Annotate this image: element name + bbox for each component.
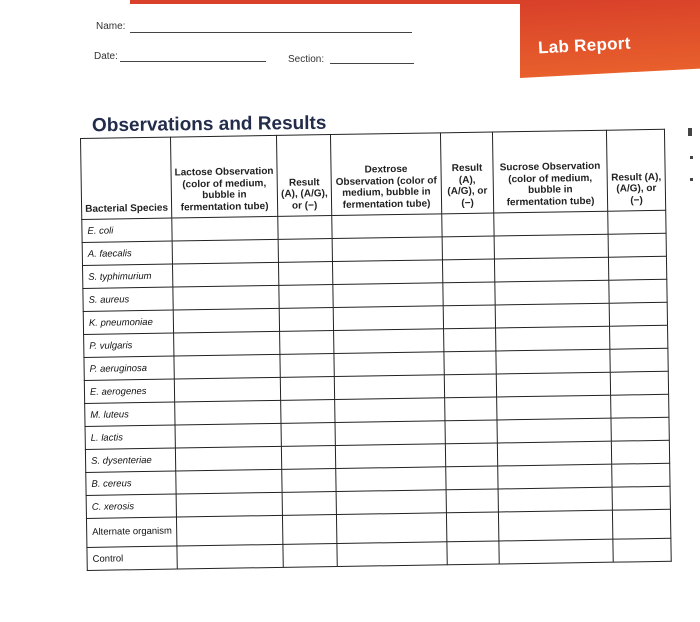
entry-cell[interactable] (445, 420, 497, 444)
entry-cell[interactable] (335, 398, 445, 423)
entry-cell[interactable] (173, 285, 279, 310)
entry-cell[interactable] (279, 308, 333, 332)
species-cell: M. luteus (85, 402, 175, 426)
species-cell: B. cereus (86, 471, 176, 495)
species-cell: S. typhimurium (83, 264, 173, 288)
entry-cell[interactable] (174, 331, 280, 356)
column-header-lactose-observation: Lactose Observation (color of medium, bubble in fermentation tube) (170, 135, 277, 218)
entry-cell[interactable] (333, 283, 443, 308)
entry-cell[interactable] (442, 259, 494, 283)
date-label: Date: (94, 51, 118, 62)
entry-cell[interactable] (175, 423, 281, 448)
entry-cell[interactable] (498, 464, 612, 489)
entry-cell[interactable] (337, 542, 447, 567)
species-cell: P. aeruginosa (84, 356, 174, 380)
page-title: Observations and Results (91, 112, 327, 137)
species-cell: E. aerogenes (84, 379, 174, 403)
name-label: Name: (96, 21, 126, 32)
column-header-species: Bacterial Species (81, 137, 172, 219)
species-cell: C. xerosis (86, 494, 176, 518)
entry-cell[interactable] (445, 397, 497, 421)
column-header-sucrose-observation: Sucrose Observation (color of medium, bubble in fermentation tube) (492, 130, 607, 213)
entry-cell[interactable] (444, 374, 496, 398)
entry-cell[interactable] (332, 214, 442, 239)
entry-cell[interactable] (177, 544, 283, 569)
entry-cell[interactable] (444, 328, 496, 352)
entry-cell[interactable] (332, 237, 442, 262)
page-edge-mark (688, 128, 692, 136)
entry-cell[interactable] (336, 513, 446, 544)
species-cell: S. aureus (83, 287, 173, 311)
section-label: Section: (288, 54, 325, 65)
entry-cell[interactable] (443, 305, 495, 329)
entry-cell[interactable] (444, 351, 496, 375)
entry-cell[interactable] (612, 486, 670, 510)
entry-cell[interactable] (279, 285, 333, 309)
entry-cell[interactable] (175, 446, 281, 471)
entry-cell[interactable] (176, 469, 282, 494)
entry-cell[interactable] (446, 489, 498, 513)
entry-cell[interactable] (334, 329, 444, 354)
entry-cell[interactable] (494, 234, 608, 259)
entry-cell[interactable] (174, 377, 280, 402)
entry-cell[interactable] (280, 354, 334, 378)
entry-cell[interactable] (608, 256, 666, 280)
entry-cell[interactable] (610, 371, 668, 395)
entry-cell[interactable] (610, 325, 668, 349)
results-table (80, 129, 672, 571)
column-header-dextrose-observation: Dextrose Observation (color of medium, bubble in fermentation tube) (330, 133, 441, 216)
species-cell: E. coli (82, 218, 172, 242)
column-header-lactose-result: Result (A), (A/G), or (−) (276, 135, 331, 217)
name-line[interactable] (130, 32, 412, 33)
entry-cell[interactable] (282, 515, 336, 545)
entry-cell[interactable] (281, 423, 335, 447)
species-cell: L. lactis (85, 425, 175, 449)
entry-cell[interactable] (446, 466, 498, 490)
entry-cell[interactable] (282, 492, 336, 516)
entry-cell[interactable] (280, 331, 334, 355)
entry-cell[interactable] (495, 303, 609, 328)
entry-cell[interactable] (278, 262, 332, 286)
entry-cell[interactable] (174, 354, 280, 379)
column-header-dextrose-result: Result (A), (A/G), or (−) (440, 132, 493, 214)
species-cell: K. pneumoniae (83, 310, 173, 334)
entry-cell[interactable] (497, 418, 611, 443)
species-cell: P. vulgaris (84, 333, 174, 357)
species-cell: S. dysenteriae (85, 448, 175, 472)
entry-cell[interactable] (336, 467, 446, 492)
entry-cell[interactable] (494, 211, 608, 236)
entry-cell[interactable] (613, 538, 671, 562)
entry-cell[interactable] (495, 280, 609, 305)
entry-cell[interactable] (498, 510, 612, 541)
species-cell: Control (87, 546, 177, 570)
column-header-sucrose-result: Result (A), (A/G), or (−) (606, 129, 665, 211)
entry-cell[interactable] (172, 216, 278, 241)
entry-cell[interactable] (612, 463, 670, 487)
entry-cell[interactable] (497, 395, 611, 420)
species-cell: Alternate organism (86, 517, 176, 547)
entry-cell[interactable] (176, 492, 282, 517)
entry-cell[interactable] (611, 394, 669, 418)
entry-cell[interactable] (611, 417, 669, 441)
lab-report-label: Lab Report (537, 33, 632, 58)
entry-cell[interactable] (173, 308, 279, 333)
results-table-wrapper (80, 129, 671, 571)
entry-cell[interactable] (332, 260, 442, 285)
entry-cell[interactable] (612, 509, 670, 539)
entry-cell[interactable] (608, 233, 666, 257)
date-line[interactable] (120, 61, 266, 62)
entry-cell[interactable] (446, 512, 498, 542)
entry-cell[interactable] (499, 539, 613, 564)
entry-cell[interactable] (172, 239, 278, 264)
entry-cell[interactable] (447, 541, 499, 565)
entry-cell[interactable] (334, 352, 444, 377)
entry-cell[interactable] (445, 443, 497, 467)
entry-cell[interactable] (442, 213, 494, 237)
entry-cell[interactable] (172, 262, 278, 287)
entry-cell[interactable] (281, 400, 335, 424)
entry-cell[interactable] (497, 441, 611, 466)
entry-cell[interactable] (611, 440, 669, 464)
entry-cell[interactable] (610, 348, 668, 372)
entry-cell[interactable] (334, 375, 444, 400)
entry-cell[interactable] (335, 421, 445, 446)
entry-cell[interactable] (282, 469, 336, 493)
species-cell: A. faecalis (82, 241, 172, 265)
entry-cell[interactable] (278, 216, 332, 240)
table-body (82, 210, 671, 570)
page-edge-dot (690, 178, 693, 181)
entry-cell[interactable] (176, 515, 282, 546)
entry-cell[interactable] (496, 326, 610, 351)
entry-cell[interactable] (175, 400, 281, 425)
entry-cell[interactable] (333, 306, 443, 331)
entry-cell[interactable] (494, 257, 608, 282)
table-header-row (81, 129, 666, 219)
section-line[interactable] (330, 63, 414, 64)
page-edge-dot (690, 156, 693, 159)
entry-cell[interactable] (278, 239, 332, 263)
entry-cell[interactable] (609, 302, 667, 326)
entry-cell[interactable] (280, 377, 334, 401)
entry-cell[interactable] (283, 544, 337, 568)
entry-cell[interactable] (443, 282, 495, 306)
entry-cell[interactable] (496, 349, 610, 374)
entry-cell[interactable] (335, 444, 445, 469)
entry-cell[interactable] (609, 279, 667, 303)
entry-cell[interactable] (496, 372, 610, 397)
entry-cell[interactable] (442, 236, 494, 260)
entry-cell[interactable] (608, 210, 666, 234)
entry-cell[interactable] (498, 487, 612, 512)
entry-cell[interactable] (336, 490, 446, 515)
entry-cell[interactable] (281, 446, 335, 470)
